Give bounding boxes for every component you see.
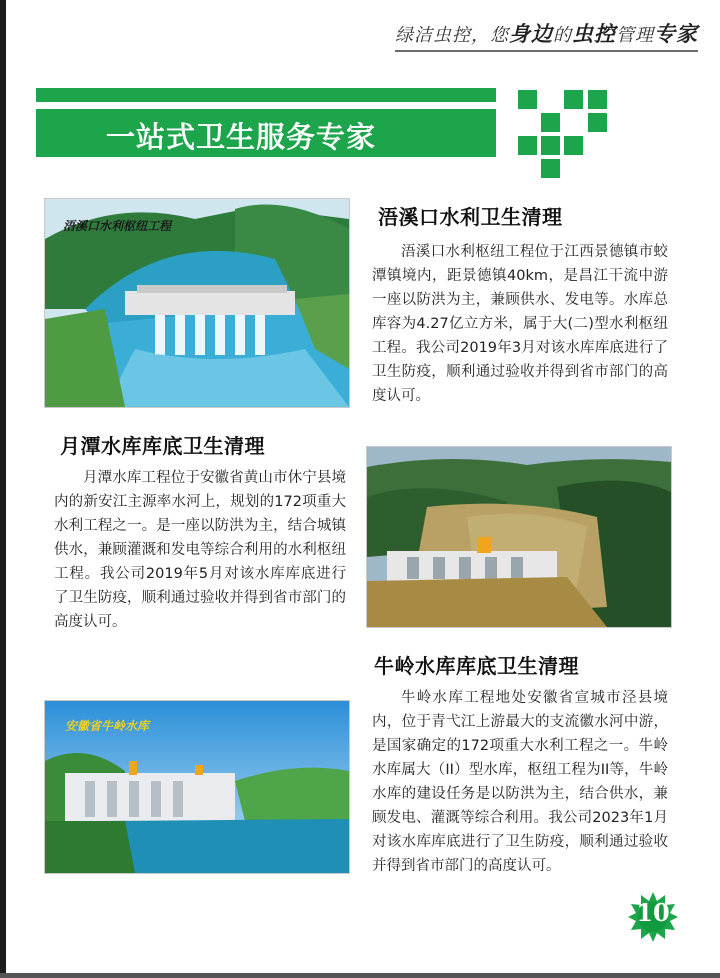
decor-square: [564, 136, 583, 155]
banner-title: 一站式卫生服务专家: [106, 120, 377, 154]
page-edge-left: [0, 0, 6, 978]
page-number: 10: [636, 898, 670, 927]
tagline-part: 的: [553, 25, 572, 46]
section-body-wuxikou: 浯溪口水利枢纽工程位于江西景德镇市蛟潭镇境内，距景德镇40km，是昌江干流中游一座以防洪为主，兼顾供水、发电等。水库总库容为4.27亿立方米，属于大(二)型水利枢纽工程。我公司2019年3月对该水库库底进行了卫生防疫，顺利通过验收并得到省市部门的高度认可。: [372, 244, 668, 404]
decor-square: [588, 90, 607, 109]
photo-caption: 安徽省牛岭水库: [65, 719, 150, 733]
tagline-emphasis: 专家: [654, 21, 698, 46]
decor-square: [541, 113, 560, 132]
tagline-emphasis: 虫控: [572, 21, 616, 46]
decor-square: [541, 159, 560, 178]
banner-stripe: [36, 88, 496, 102]
banner: [36, 109, 496, 157]
section-body-niuling: 牛岭水库工程地处安徽省宣城市泾县境内，位于青弋江上游最大的支流徽水河中游，是国家确定的172项重大水利工程之一。牛岭水库属大（II）型水库，枢纽工程为II等，牛岭水库的建设任务是以防洪为主，结合供水，兼顾发电、灌溉等综合利用。我公司2023年1月对该水库库底进行了卫生防疫，顺利通过验收并得到省市部门的高度认可。: [372, 690, 668, 874]
decor-square: [518, 136, 537, 155]
page-edge-bottom: [0, 973, 720, 978]
decor-square: [541, 136, 560, 155]
decor-square: [518, 90, 537, 109]
photo-caption: 浯溪口水利枢纽工程: [63, 219, 172, 233]
wuxikou-dam-photo: [44, 198, 350, 408]
tagline-part: 绿洁虫控，您: [395, 25, 509, 46]
section-title-niuling: 牛岭水库库底卫生清理: [374, 654, 579, 678]
decor-square: [588, 113, 607, 132]
section-title-wuxikou: 浯溪口水利卫生清理: [378, 205, 563, 229]
tagline-emphasis: 身边: [509, 21, 553, 46]
section-body-yuetan: 月潭水库工程位于安徽省黄山市休宁县境内的新安江主源率水河上，规划的172项重大水利工程之一。是一座以防洪为主，结合城镇供水，兼顾灌溉和发电等综合利用的水利枢纽工程。我公司2019年5月对该水库库底进行了卫生防疫，顺利通过验收并得到省市部门的高度认可。: [54, 470, 346, 630]
header-tagline: [395, 18, 698, 52]
tagline-part: 管理: [616, 25, 654, 46]
yuetan-reservoir-photo: [366, 446, 672, 628]
section-title-yuetan: 月潭水库库底卫生清理: [60, 434, 265, 458]
niuling-reservoir-photo: [44, 700, 350, 874]
decor-square: [564, 90, 583, 109]
